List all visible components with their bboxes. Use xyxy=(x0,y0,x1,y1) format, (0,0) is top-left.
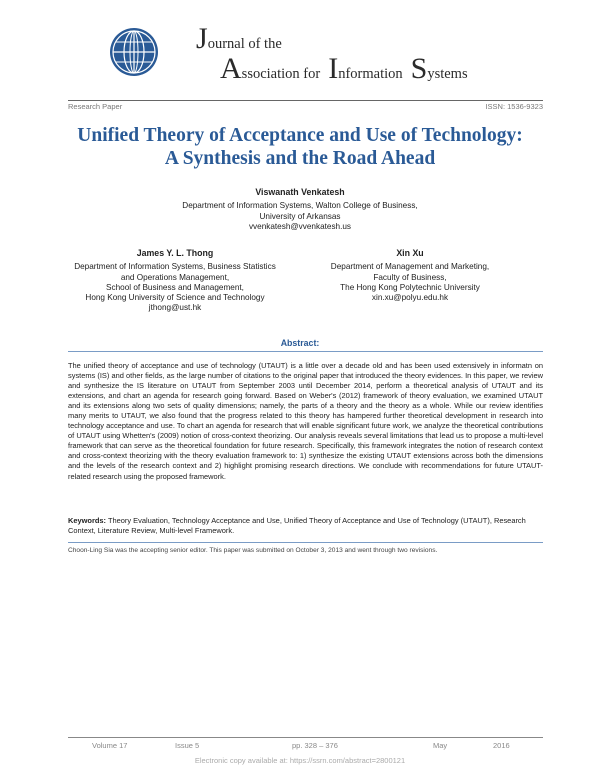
masthead-line-2 xyxy=(220,54,468,84)
author-block-xu xyxy=(310,248,510,303)
footer-issue: Issue 5 xyxy=(175,741,200,750)
masthead-text-information: nformation xyxy=(338,66,403,82)
keywords-text: Theory Evaluation, Technology Acceptance and Use, Unified Theory of Acceptance and Use of Technology (UTAUT), Research Context, Literature Review, Multi-level Framework. xyxy=(68,516,526,536)
author-email: xin.xu@polyu.edu.hk xyxy=(371,293,449,303)
abstract-text: The unified theory of acceptance and use of technology (UTAUT) is a little over a decade old and has been used extensively in informatn on systems (IS) and other fields, as the large number of citations to the original paper that introduced the theory evidences. In this paper, we review and synthesize the IS literature on UTAUT from September 2003 until December 2014, perform a theoretical analysis of UTAUT and its extensions, and chart an agenda for research going forward. Based on Weber's (2012) framework of theory evaluation, we examined UTAUT and its extensions along two sets of quality dimensions; namely, the parts of a theory and the theory as a whole. While our review identifies many merits to UTAUT, we also found that the progress related to this theory has hampered further theoretical development in research into technology acceptance and use. To chart an agenda for research that will enable significant future work, we analyze the theoretical contributions of UTAUT using Whetten's (2009) notion of cross-context theorizing. Our analysis reveals several limitations that lead us to propose a multi-level framework that can serve as the theoretical foundation for future research. Specifically, this framework integrates the notion of research context and cross-context theorizing with the theory evaluation framework to: 1) synthesize the existing UTAUT extensions across both the dimensions and the levels of the research context and 2) highlight promising research directions. We conclude with recommendations for future UTAUT-related research using the proposed framework. xyxy=(68,361,543,481)
author-affiliation: Department of Management and Marketing, xyxy=(330,262,490,272)
keywords-label: Keywords: xyxy=(68,516,107,525)
paper-title xyxy=(60,124,540,170)
keywords xyxy=(68,516,543,536)
author-affiliation: The Hong Kong Polytechnic University xyxy=(340,282,480,292)
masthead-cap-s: S xyxy=(410,52,428,85)
paper-type: Research Paper xyxy=(68,102,123,111)
footer-year: 2016 xyxy=(493,741,510,750)
author-affiliation: Faculty of Business, xyxy=(373,272,447,282)
author-email: vvenkatesh@vvenkatesh.us xyxy=(248,221,352,231)
footer-month: May xyxy=(433,741,448,750)
paper-title-line-1: Unified Theory of Acceptance and Use of Technology: xyxy=(77,125,523,146)
masthead-cap-a: A xyxy=(220,52,242,85)
author-name: Viswanath Venkatesh xyxy=(255,187,345,197)
author-affiliation: Department of Information Systems, Business Statistics xyxy=(74,262,276,272)
masthead-line-1 xyxy=(196,24,282,54)
author-name: James Y. L. Thong xyxy=(136,248,214,258)
author-affiliation: School of Business and Management, xyxy=(106,282,244,292)
abstract-heading: Abstract: xyxy=(280,338,320,348)
author-block-thong xyxy=(52,248,298,314)
masthead-text-association: ssociation for xyxy=(241,66,321,82)
masthead-cap-j: J xyxy=(196,22,208,55)
keywords-rule xyxy=(68,542,543,543)
footer-pages: pp. 328 – 376 xyxy=(292,741,338,750)
masthead-text-journal: ournal of the xyxy=(207,36,282,52)
author-email: jthong@ust.hk xyxy=(148,303,202,313)
paper-title-line-2: A Synthesis and the Road Ahead xyxy=(164,148,436,169)
abstract-rule xyxy=(68,351,543,352)
issn: ISSN: 1536-9323 xyxy=(485,102,543,111)
header-rule xyxy=(68,100,543,101)
editor-note: Choon-Ling Sia was the accepting senior editor. This paper was submitted on October 3, 2013 and went through two revisions. xyxy=(68,547,438,554)
globe-logo-icon xyxy=(108,26,160,78)
footer-rule xyxy=(68,737,543,738)
masthead-text-systems: ystems xyxy=(427,66,468,82)
author-affiliation: Department of Information Systems, Walton College of Business, xyxy=(182,201,418,211)
masthead-cap-i: I xyxy=(328,52,339,85)
footer-volume: Volume 17 xyxy=(92,741,128,750)
author-affiliation: University of Arkansas xyxy=(259,211,341,221)
author-block-venkatesh xyxy=(150,187,450,232)
ssrn-copy-link[interactable]: Electronic copy available at: https://ssrn.com/abstract=2800121 xyxy=(194,756,406,765)
author-affiliation: and Operations Management, xyxy=(120,272,230,282)
author-affiliation: Hong Kong University of Science and Technology xyxy=(85,293,265,303)
author-name: Xin Xu xyxy=(396,248,424,258)
